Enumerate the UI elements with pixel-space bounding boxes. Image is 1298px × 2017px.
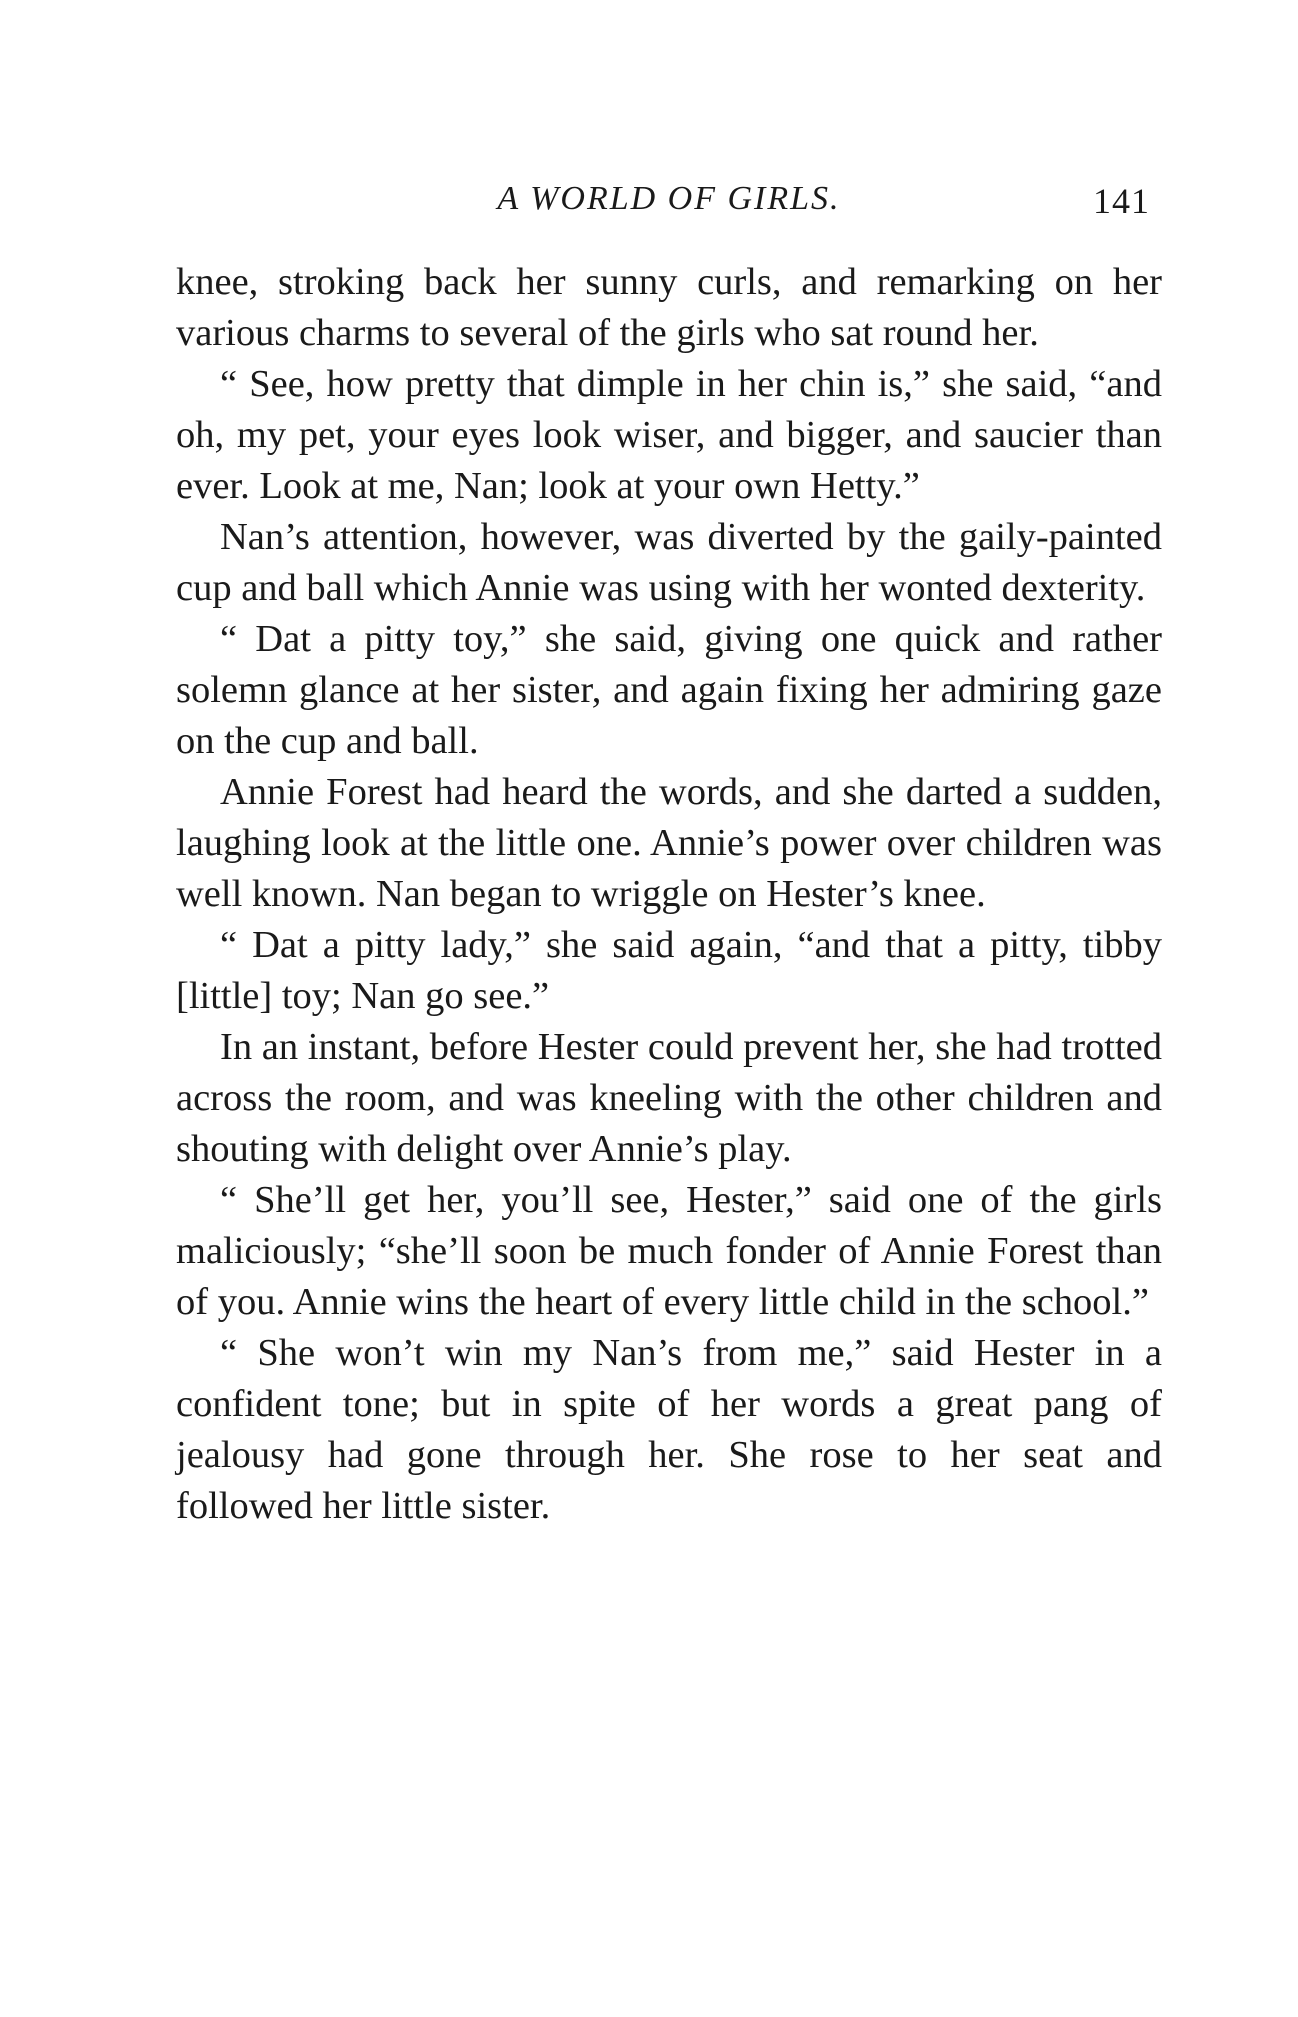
paragraph: “ Dat a pitty toy,” she said, giving one quick and rather solemn glance at her sister, and again fixing her admiring gaze on the cup and ball. xyxy=(176,618,1162,762)
body-text xyxy=(176,257,1162,1532)
paragraph: In an instant, before Hester could prevent her, she had trotted across the room, and was kneeling with the other children and shouting with delight over Annie’s play. xyxy=(176,1026,1162,1170)
running-head xyxy=(176,180,1162,230)
running-title: A WORLD OF GIRLS. xyxy=(497,180,841,217)
paragraph: “ See, how pretty that dimple in her chin is,” she said, “and oh, my pet, your eyes look wiser, and bigger, and saucier than ever. Look at me, Nan; look at your own Hetty.” xyxy=(176,363,1162,507)
paragraph: “ Dat a pitty lady,” she said again, “and that a pitty, tibby [little] toy; Nan go see.” xyxy=(176,924,1162,1017)
paragraph: “ She’ll get her, you’ll see, Hester,” said one of the girls maliciously; “she’ll soon be much fonder of Annie Forest than of you. Annie wins the heart of every little child in the school.” xyxy=(176,1179,1162,1323)
paragraph: Annie Forest had heard the words, and she darted a sudden, laughing look at the little one. Annie’s power over children was well known. Nan began to wriggle on Hester’s knee. xyxy=(176,771,1162,915)
paragraph: Nan’s attention, however, was diverted by the gaily-painted cup and ball which Annie was using with her wonted dexterity. xyxy=(176,516,1162,609)
page-number: 141 xyxy=(1093,181,1150,221)
paragraph: “ She won’t win my Nan’s from me,” said Hester in a confident tone; but in spite of her words a great pang of jealousy had gone through her. She rose to her seat and followed her little sister. xyxy=(176,1332,1162,1527)
paragraph: knee, stroking back her sunny curls, and remarking on her various charms to several of the girls who sat round her. xyxy=(176,261,1162,354)
